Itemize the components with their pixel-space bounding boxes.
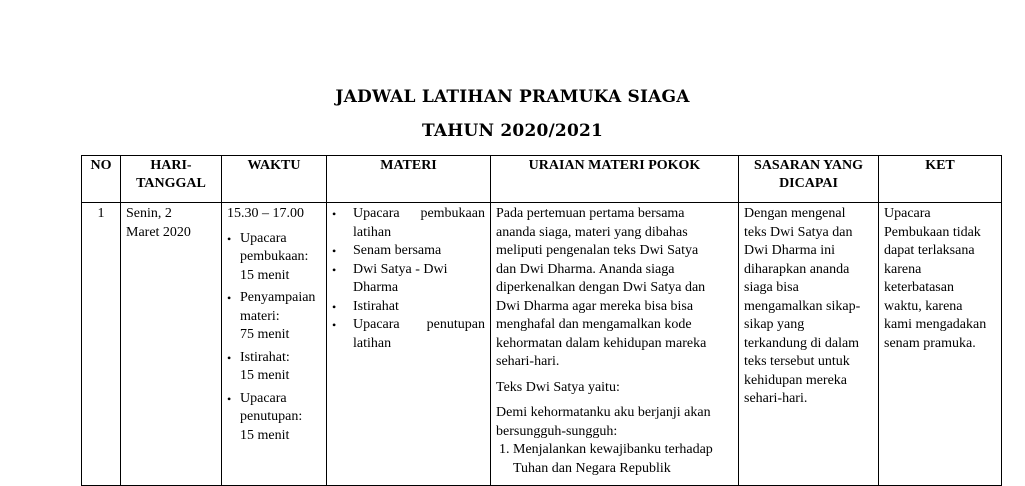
document-title: JADWAL LATIHAN PRAMUKA SIAGA <box>335 87 690 107</box>
waktu-item: • Penyampaian materi: 75 menit <box>227 289 321 345</box>
table-row <box>82 203 1002 486</box>
materi-item: • Istirahat <box>327 298 485 317</box>
header-materi: MATERI <box>327 156 491 203</box>
header-ket: KET <box>879 156 1002 203</box>
materi-item: • Senam bersama <box>327 242 485 261</box>
materi-item: • Upacara pembukaan latihan <box>327 205 485 242</box>
schedule-table <box>81 155 1002 486</box>
header-hari-tanggal: HARI- TANGGAL <box>121 156 222 203</box>
cell-sasaran: Dengan mengenal teks Dwi Satya dan Dwi Dharma ini diharapkan ananda siaga bisa mengamalkan sikap- sikap yang terkandung di dalam teks tersebut untuk kehidupan mereka sehari-hari. <box>739 203 879 486</box>
waktu-range: 15.30 – 17.00 <box>227 206 304 221</box>
header-sasaran: SASARAN YANG DICAPAI <box>739 156 879 203</box>
document-subtitle: TAHUN 2020/2021 <box>421 121 604 141</box>
cell-uraian <box>491 203 739 486</box>
uraian-paragraph: Pada pertemuan pertama bersama ananda siaga, materi yang dibahas meliputi pengenalan teks Dwi Satya dan Dwi Dharma. Ananda siaga diperkenalkan dengan Dwi Satya dan Dwi Dharma agar mereka bisa bisa menghafal dan mengamalkan kode kehormatan dalam kehidupan mareka sehari-hari. <box>496 206 707 369</box>
cell-waktu <box>222 203 327 486</box>
materi-item: • Dwi Satya - Dwi Dharma <box>327 261 485 298</box>
waktu-item: • Istirahat: 15 menit <box>227 349 321 386</box>
table-header-row <box>82 156 1002 203</box>
header-no: NO <box>82 156 121 203</box>
cell-no: 1 <box>82 203 121 486</box>
waktu-item: • Upacara pembukaan: 15 menit <box>227 230 321 286</box>
cell-materi <box>327 203 491 486</box>
waktu-item: • Upacara penutupan: 15 menit <box>227 390 321 446</box>
uraian-paragraph: Demi kehormatanku aku berjanji akan bersungguh-sungguh: <box>496 405 711 439</box>
uraian-list-item: 1. Menjalankan kewajibanku terhadap Tuhan dan Negara Republik <box>513 441 733 478</box>
header-waktu: WAKTU <box>222 156 327 203</box>
materi-item: • Upacara penutupan latihan <box>327 316 485 353</box>
cell-hari-tanggal: Senin, 2 Maret 2020 <box>121 203 222 486</box>
header-uraian: URAIAN MATERI POKOK <box>491 156 739 203</box>
cell-ket: Upacara Pembukaan tidak dapat terlaksana karena keterbatasan waktu, karena kami mengadakan senam pramuka. <box>879 203 1002 486</box>
uraian-paragraph: Teks Dwi Satya yaitu: <box>496 379 620 395</box>
